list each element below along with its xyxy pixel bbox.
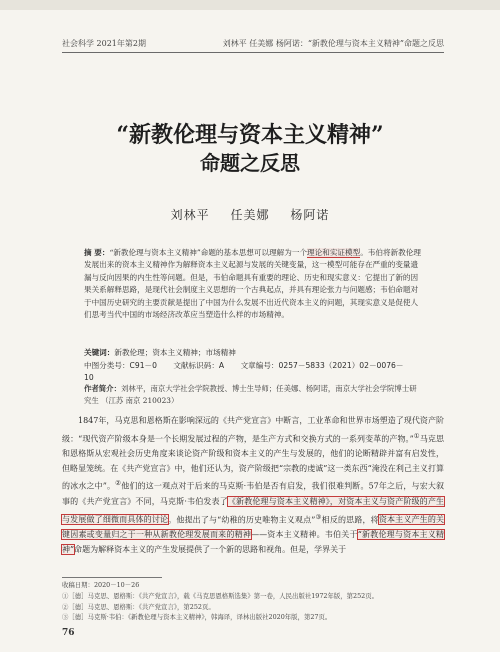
footnote-ref: ③ xyxy=(315,512,322,521)
header-rule xyxy=(62,52,444,53)
article-title-line2: 命题之反思 xyxy=(200,151,300,175)
footnote: ①［德］马克思、恩格斯：《共产党宣言》，载《马克思恩格斯选集》第一卷，人民出版社1972年版，第252页。 xyxy=(62,591,379,600)
footnote-ref: ① xyxy=(413,431,420,440)
footnote-ref: ② xyxy=(115,479,122,488)
top-edge xyxy=(0,0,500,10)
text-run: 相反的思路，将 xyxy=(321,515,379,525)
text-run: 他们的这一观点对于后来的马克斯·韦伯是否有启发，我们很难判断。57年之后，与宏大叙事的《共产党宣言》不同，马克斯·韦伯发表了 xyxy=(62,482,445,506)
author-list xyxy=(0,206,500,223)
keywords-label: 关键词： xyxy=(84,348,115,357)
document-code: 文献标识码：A xyxy=(173,361,225,370)
author-bio xyxy=(84,383,422,407)
boxed-phrase: 资本主义产生的关键因素或变量归之于一种从新教伦理发展而来的精神 xyxy=(62,515,445,539)
footnote: ③［德］马克斯·韦伯：《新教伦理与资本主义精神》，韩海译，译林出版社2020年版，第27页。 xyxy=(62,613,332,622)
author-name: 杨阿诺 xyxy=(290,208,330,222)
footnote: ②［德］马克思、恩格斯：《共产党宣言》，第252页。 xyxy=(62,602,215,611)
boxed-phrase: 《新教伦理与资本主义精神》，对资本主义与资产阶级的产生与发展做了细微而具体的讨论 xyxy=(62,496,444,525)
paragraph xyxy=(62,414,444,557)
keywords xyxy=(84,347,422,359)
text-run: 1847年，马克思和恩格斯在影响深远的《共产党宣言》中断言，工业革命和世界市场塑造了现代资产阶级：“现代资产阶级本身是一个长期发展过程的产物，是生产方式和交换方式的一系列变革的产物。” xyxy=(62,416,444,444)
text-run: 。他提出了与“幼稚的历史唯物主义观点” xyxy=(168,515,316,525)
abstract xyxy=(84,247,422,321)
journal-issue: 社会科学 2021年第2期 xyxy=(62,39,146,48)
running-title: 刘林平 任美娜 杨阿诺：“新教伦理与资本主义精神”命题之反思 xyxy=(222,39,444,48)
text-run: 命题为解释资本主义的产生发展提供了一个新的思路和视角。但是，学界关于 xyxy=(74,544,347,554)
keywords-text: 新教伦理；资本主义精神；市场精神 xyxy=(114,348,236,357)
footnote-rule xyxy=(62,577,162,578)
article-number: 文章编号：0257－5833（2021）02－0076－10 xyxy=(84,361,404,382)
body-text xyxy=(62,414,444,557)
running-header xyxy=(62,38,444,52)
author-name: 刘林平 xyxy=(170,208,210,222)
abstract-highlight: 理论和实证模型 xyxy=(307,248,361,257)
received-date: 收稿日期：2020－10－26 xyxy=(62,581,140,589)
text-run: ——资本主义精神。韦伯关于 xyxy=(251,529,358,539)
clc-code: 中图分类号：C91－0 xyxy=(84,361,157,370)
text-run: 马克思和恩格斯从宏观社会历史角度来谈论资产阶级和资本主义的产生与发展的，他们的论断精辟并富有启发性，但略显笼统。在《共产党宣言》中，他们还认为，资产阶级把“宗教的虔诚”这一类东西“淹没在利己主义打算的冰水之中”。 xyxy=(62,434,445,492)
abstract-label: 摘 要： xyxy=(84,248,110,257)
author-name: 任美娜 xyxy=(230,208,270,222)
boxed-phrase: “新教伦理与资本主义精神” xyxy=(62,529,444,554)
abstract-text: “新教伦理与资本主义精神”命题的基本思想可以理解为一个 xyxy=(109,248,308,257)
footnotes xyxy=(62,580,444,623)
author-bio-label: 作者简介： xyxy=(84,384,121,393)
author-bio-text: 刘林平，南京大学社会学院教授、博士生导师；任美娜、杨阿诺，南京大学社会学院博士研究生 （江苏 南京 210023） xyxy=(84,384,417,405)
page-number: 76 xyxy=(62,628,75,638)
article-title-line1: “新教伦理与资本主义精神” xyxy=(116,122,384,148)
abstract-text: 。韦伯将新教伦理发展出来的资本主义精神作为解释资本主义起源与发展的关键变量，这一模型可能存在严重的变量遗漏与反向因果的内生性等问题。但是，韦伯命题具有重要的理论、历史和现实意义：它提出了新的因果关系解释思路，是现代社会制度主义思想的一个古典起点，并具有理论张力与问题感；韦伯命题对于中国历史研究的主要贡献是提出了中国为什么发展不出近代资本主义的问题，其现实意义是促使人们思考当代中国的市场经济改革应当塑造什么样的市场精神。 xyxy=(84,248,421,320)
classification-line xyxy=(84,360,422,384)
